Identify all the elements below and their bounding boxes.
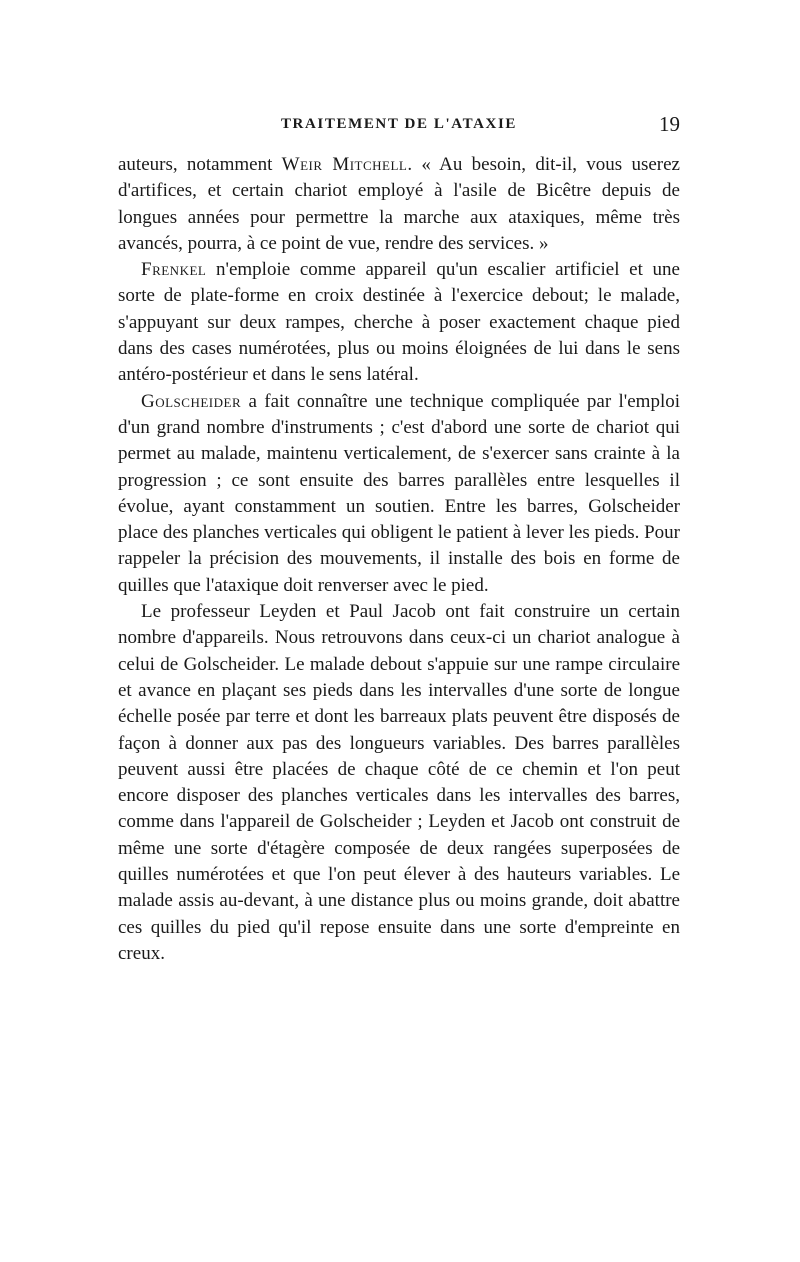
- paragraph-4: [118, 599, 680, 967]
- author-name-golscheider: Golscheider: [141, 390, 242, 412]
- running-title: TRAITEMENT DE L'ATAXIE: [280, 116, 518, 132]
- paragraph-4-text: Le professeur Leyden et Paul Jacob ont fait construire un certain nombre d'appareils. Nous retrouvons dans ceux-ci un chariot analogue à celui de Golscheider. Le malade debout s'appuie sur une rampe circulaire et avance en plaçant ses pieds dans les intervalles d'une sorte de longue échelle posée par terre et dont les barreaux plats peuvent être disposés de façon à donner aux pas des longueurs variables. Des barres parallèles peuvent aussi être placées de chaque côté de ce chemin et l'on peut encore disposer des planches verticales dans les intervalles des barres, comme dans l'appareil de Golscheider ; Leyden et Jacob ont construit de même une sorte d'étagère composée de deux rangées superposées de quilles numérotées et que l'on peut élever à des hauteurs variables. Le malade assis au-devant, à une distance plus ou moins grande, doit abattre ces quilles du pied qu'il repose ensuite dans une sorte d'empreinte en creux.: [118, 601, 680, 964]
- page-header: [118, 110, 680, 146]
- paragraph-1: [118, 152, 680, 257]
- paragraph-1-text-before: auteurs, notamment: [118, 154, 282, 175]
- paragraph-3: [118, 389, 680, 599]
- paragraph-2: [118, 257, 680, 388]
- paragraph-2-text: n'emploie comme appareil qu'un escalier artificiel et une sorte de plate-forme en croix destinée à l'exercice debout; le malade, s'appuyant sur deux rampes, cherche à poser exactement chaque pied dans des cases numérotées, plus ou moins éloignées de lui dans le sens antéro-postérieur et dans le sens latéral.: [118, 259, 680, 386]
- author-name-weir-mitchell: Weir Mitchell: [281, 154, 408, 175]
- author-name-frenkel: Frenkel: [141, 259, 207, 281]
- page-number: 19: [659, 112, 680, 136]
- paragraph-1-text-after: . « Au besoin, dit-il, vous userez d'artifices, et certain chariot employé à l'asile de Bicêtre depuis de longues années pour permettre la marche aux ataxiques, même très avancés, pourra, à ce point de vue, rendre des services. »: [118, 154, 680, 254]
- paragraph-3-text: a fait connaître une technique compliquée par l'emploi d'un grand nombre d'instruments ; c'est d'abord une sorte de chariot qui permet au malade, maintenu verticalement, de s'exercer sans crainte à la progression ; ce sont ensuite des barres parallèles entre lesquelles il évolue, ayant constamment un soutien. Entre les barres, Golscheider place des planches verticales qui obligent le patient à lever les pieds. Pour rappeler la précision des mouvements, il installe des bois en forme de quilles que l'ataxique doit renverser avec le pied.: [118, 390, 680, 596]
- body-text: [118, 152, 680, 967]
